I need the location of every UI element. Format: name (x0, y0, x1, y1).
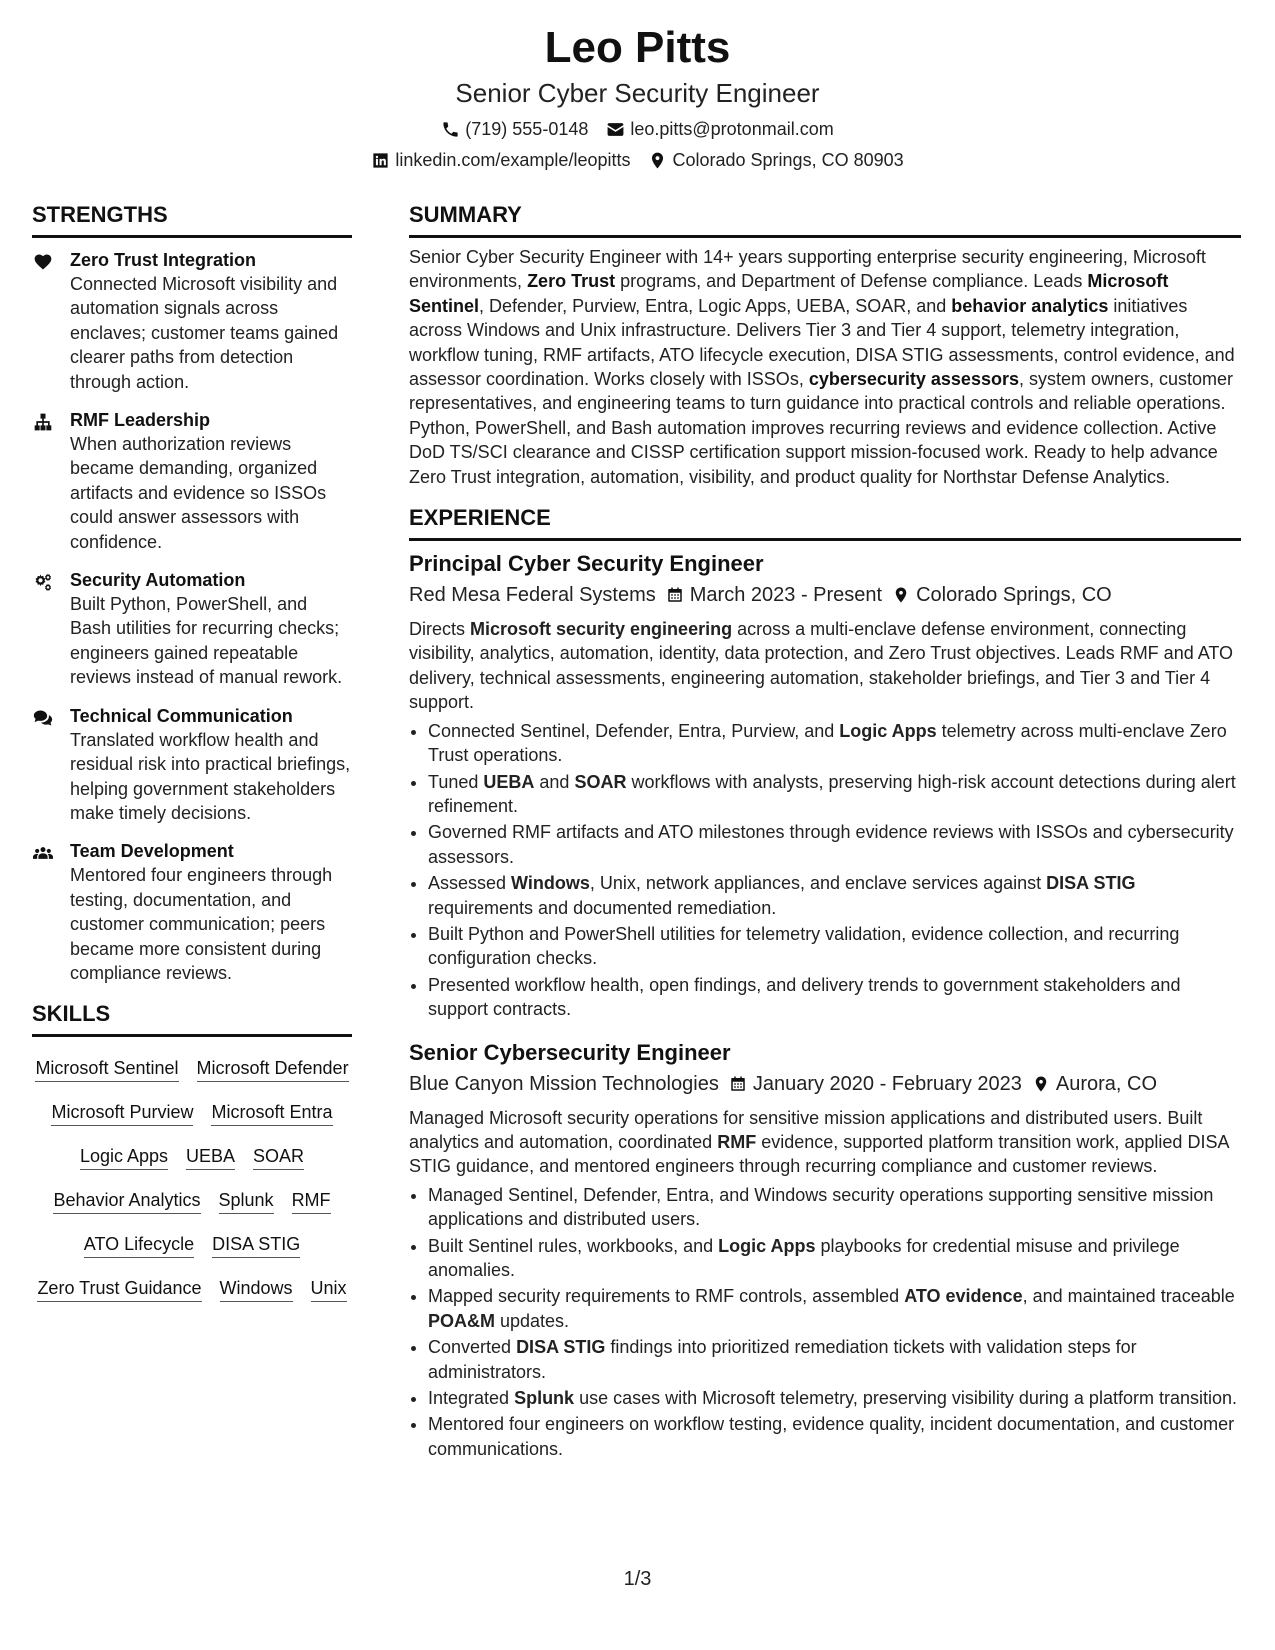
strength-item (32, 408, 352, 554)
section-divider (409, 235, 1241, 238)
skill-tag: ATO Lifecycle (84, 1233, 194, 1258)
emphasis-text: ATO evidence (904, 1286, 1023, 1307)
job-meta (409, 1070, 1241, 1098)
sitemap-icon (32, 412, 54, 432)
bullet-item (428, 1284, 1241, 1333)
text-segment: requirements and documented remediation. (428, 897, 777, 918)
emphasis-text: SOAR (574, 771, 627, 792)
job-dates: January 2020 - February 2023 (752, 1072, 1022, 1095)
text-segment: Senior Cyber Security Engineer with 14+ years supporting enterprise security engineering, Microsoft environments, (409, 247, 1206, 292)
job-location: Colorado Springs, CO (916, 584, 1112, 607)
emphasis-text: Splunk (514, 1388, 575, 1409)
strengths-heading: STRENGTHS (32, 202, 168, 227)
candidate-title: Senior Cyber Security Engineer (455, 78, 820, 108)
text-segment: Tuned (428, 771, 484, 792)
emphasis-text: DISA STIG (516, 1337, 606, 1358)
text-segment: Mentored four engineers on workflow testing, evidence quality, incident documentation, and customer communications. (428, 1414, 1235, 1459)
summary-heading: SUMMARY (409, 202, 522, 227)
text-segment: Built Python and PowerShell utilities for telemetry validation, evidence collection, and recurring configuration checks. (428, 923, 1180, 969)
text-segment: telemetry across multi-enclave Zero Trust operations. (428, 720, 1227, 766)
section-divider (32, 235, 352, 238)
text-segment: workflows with analysts, preserving high-risk account detections during alert refinement. (428, 771, 1236, 816)
strength-desc: When authorization reviews became demanding, organized artifacts and evidence so ISSOs could answer assessors with confidence. (70, 434, 327, 552)
job-bullets (409, 719, 1241, 1022)
text-segment: across a multi-enclave defense environment, connecting visibility, analytics, automation, identity, data protection, and Zero Trust objectives. Leads RMF and ATO delivery, technical assessments, engineering automation, stakeholder briefings, and Tier 3 and Tier 4 support. (409, 619, 1234, 713)
skill-tag: Behavior Analytics (53, 1189, 200, 1214)
envelope-icon (606, 120, 625, 139)
job-bullets (409, 1183, 1241, 1461)
job-company: Red Mesa Federal Systems (409, 584, 656, 607)
text-segment: , and maintained traceable (1022, 1286, 1235, 1307)
bullet-item (428, 1412, 1241, 1461)
experience-heading: EXPERIENCE (409, 505, 551, 531)
skill-tag: SOAR (253, 1145, 304, 1170)
bullet-item (428, 770, 1241, 819)
strength-desc: Built Python, PowerShell, and Bash utilities for recurring checks; engineers gained repeatable reviews instead of manual rework. (70, 594, 343, 688)
map-marker-icon (1032, 1074, 1050, 1094)
map-marker-icon (648, 151, 667, 170)
job-location: Aurora, CO (1055, 1072, 1158, 1095)
page-number: 1/3 (623, 1568, 652, 1590)
skill-tag: UEBA (186, 1145, 235, 1170)
text-segment: Directs (409, 619, 471, 640)
summary-text (409, 245, 1241, 489)
strength-desc: Mentored four engineers through testing, documentation, and customer communication; peers became more consistent during compliance reviews. (70, 865, 333, 983)
strength-item (32, 248, 352, 394)
phone-icon (441, 120, 460, 139)
text-segment: Presented workflow health, open findings, and delivery trends to government stakeholders and support contracts. (428, 974, 1181, 1020)
strength-item (32, 839, 352, 985)
bullet-item (428, 1234, 1241, 1283)
skill-tag: DISA STIG (212, 1233, 300, 1258)
job-entry (409, 549, 1241, 1022)
emphasis-text: DISA STIG (1046, 873, 1136, 894)
text-segment: findings into prioritized remediation tickets with validation steps for administrators. (428, 1337, 1137, 1382)
text-segment: , Unix, network appliances, and enclave services against (589, 873, 1047, 894)
text-segment: and (534, 771, 575, 792)
text-segment: programs, and Department of Defense compliance. Leads (615, 271, 1088, 292)
skill-tag: Microsoft Sentinel (35, 1057, 178, 1082)
candidate-name: Leo Pitts (544, 23, 731, 72)
skill-tag: Splunk (219, 1189, 274, 1214)
location-text: Colorado Springs, CO 80903 (672, 150, 904, 170)
strength-item (32, 704, 352, 826)
email-contact[interactable] (606, 117, 833, 141)
section-divider (32, 1034, 352, 1037)
emphasis-text: cybersecurity assessors (808, 369, 1019, 390)
phone-text: (719) 555-0148 (465, 119, 589, 139)
text-segment: Built Sentinel rules, workbooks, and (428, 1235, 719, 1256)
phone-contact (441, 117, 588, 141)
job-description (409, 617, 1241, 715)
strength-title: RMF Leadership (70, 410, 211, 431)
bullet-item (428, 973, 1241, 1022)
bullet-item (428, 922, 1241, 971)
left-column (32, 200, 352, 1302)
job-title: Senior Cybersecurity Engineer (409, 1039, 731, 1065)
bullet-item (428, 1335, 1241, 1384)
bullet-item (428, 820, 1241, 869)
text-segment: initiatives across Windows and Unix infrastructure. Delivers Tier 3 and Tier 4 support, telemetry integration, workflow tuning, RMF artifacts, ATO lifecycle execution, DISA STIG assessments, control evidence, and assessor coordination. Works closely with ISSOs, (409, 295, 1235, 390)
text-segment: updates. (495, 1310, 570, 1331)
emphasis-text: Microsoft security engineering (470, 619, 733, 640)
bullet-item (428, 1386, 1241, 1410)
skills-heading: SKILLS (32, 1001, 111, 1027)
job-title: Principal Cyber Security Engineer (409, 551, 764, 577)
right-column (409, 200, 1241, 1463)
text-segment: Mapped security requirements to RMF controls, assembled (428, 1286, 905, 1307)
emphasis-text: Logic Apps (718, 1235, 816, 1256)
text-segment: Integrated (428, 1388, 515, 1409)
emphasis-text: Zero Trust (527, 271, 616, 292)
skills-list (32, 1057, 352, 1302)
skill-tag: Windows (220, 1277, 293, 1302)
heart-icon (32, 252, 54, 272)
comments-icon (32, 708, 54, 728)
emphasis-text: RMF (717, 1131, 757, 1152)
text-segment: evidence, supported platform transition work, applied DISA STIG guidance, and mentored engineers through recurring compliance and customer reviews. (409, 1131, 1229, 1177)
text-segment: Assessed (428, 873, 512, 894)
email-text[interactable]: leo.pitts@protonmail.com (630, 119, 834, 139)
skill-tag: Zero Trust Guidance (37, 1277, 201, 1302)
emphasis-text: behavior analytics (951, 295, 1109, 316)
skill-tag: Unix (311, 1277, 347, 1302)
section-divider (409, 538, 1241, 541)
text-segment: , system owners, customer representatives, and engineering teams to turn guidance into practical controls and reliable operations. Python, PowerShell, and Bash automation improves recurring reviews and evidence collection. Active DoD TS/SCI clearance and CISSP certification support mission-focused work. Ready to help advance Zero Trust integration, automation, visibility, and product quality for Northstar Defense Analytics. (409, 369, 1234, 487)
text-segment: use cases with Microsoft telemetry, preserving visibility during a platform transition. (574, 1388, 1237, 1409)
skill-tag: Microsoft Defender (197, 1057, 349, 1082)
text-segment: playbooks for credential misuse and privilege anomalies. (428, 1235, 1180, 1280)
bullet-item (428, 871, 1241, 920)
text-segment: Governed RMF artifacts and ATO milestones through evidence reviews with ISSOs and cybersecurity assessors. (428, 822, 1234, 867)
emphasis-text: POA&M (428, 1310, 495, 1331)
calendar-icon (666, 585, 684, 605)
text-segment: Managed Sentinel, Defender, Entra, and Windows security operations supporting sensitive mission applications and distributed users. (428, 1184, 1214, 1230)
location-contact (648, 148, 903, 172)
emphasis-text: Logic Apps (839, 720, 937, 741)
contact-row-2 (0, 148, 1275, 172)
strength-title: Technical Communication (70, 705, 293, 726)
linkedin-text[interactable]: linkedin.com/example/leopitts (395, 150, 631, 170)
contact-row-1 (0, 117, 1275, 141)
strength-title: Zero Trust Integration (70, 250, 257, 270)
bullet-item (428, 719, 1241, 768)
strength-desc: Connected Microsoft visibility and automation signals across enclaves; customer teams gained clearer paths from detection through action. (70, 274, 339, 392)
gears-icon (32, 572, 54, 592)
linkedin-icon (371, 151, 390, 170)
skill-tag: Microsoft Purview (51, 1101, 193, 1126)
map-marker-icon (892, 585, 910, 605)
text-segment: , Defender, Purview, Entra, Logic Apps, UEBA, SOAR, and (479, 295, 952, 316)
emphasis-text: Microsoft Sentinel (409, 271, 1169, 316)
job-company: Blue Canyon Mission Technologies (409, 1072, 719, 1095)
text-segment: Managed Microsoft security operations for sensitive mission applications and distributed users. Built analytics and automation, coordinated (409, 1107, 1203, 1152)
text-segment: Converted (428, 1337, 517, 1358)
emphasis-text: Windows (511, 873, 590, 894)
skill-tag: RMF (292, 1189, 331, 1214)
strength-desc: Translated workflow health and residual risk into practical briefings, helping government stakeholders make timely decisions. (70, 729, 351, 823)
strength-item (32, 568, 352, 690)
users-icon (32, 843, 54, 863)
job-description (409, 1106, 1241, 1179)
strength-title: Team Development (70, 841, 234, 862)
job-meta (409, 581, 1241, 609)
skill-tag: Microsoft Entra (211, 1101, 332, 1126)
strengths-list (32, 248, 352, 985)
bullet-item (428, 1183, 1241, 1232)
calendar-icon (729, 1074, 747, 1094)
resume-header (0, 22, 1275, 172)
linkedin-contact[interactable] (371, 148, 630, 172)
emphasis-text: UEBA (483, 771, 535, 792)
job-dates: March 2023 - Present (689, 584, 883, 607)
strength-title: Security Automation (70, 570, 246, 591)
text-segment: Connected Sentinel, Defender, Entra, Purview, and (428, 720, 840, 741)
skill-tag: Logic Apps (80, 1145, 168, 1170)
job-entry (409, 1038, 1241, 1462)
